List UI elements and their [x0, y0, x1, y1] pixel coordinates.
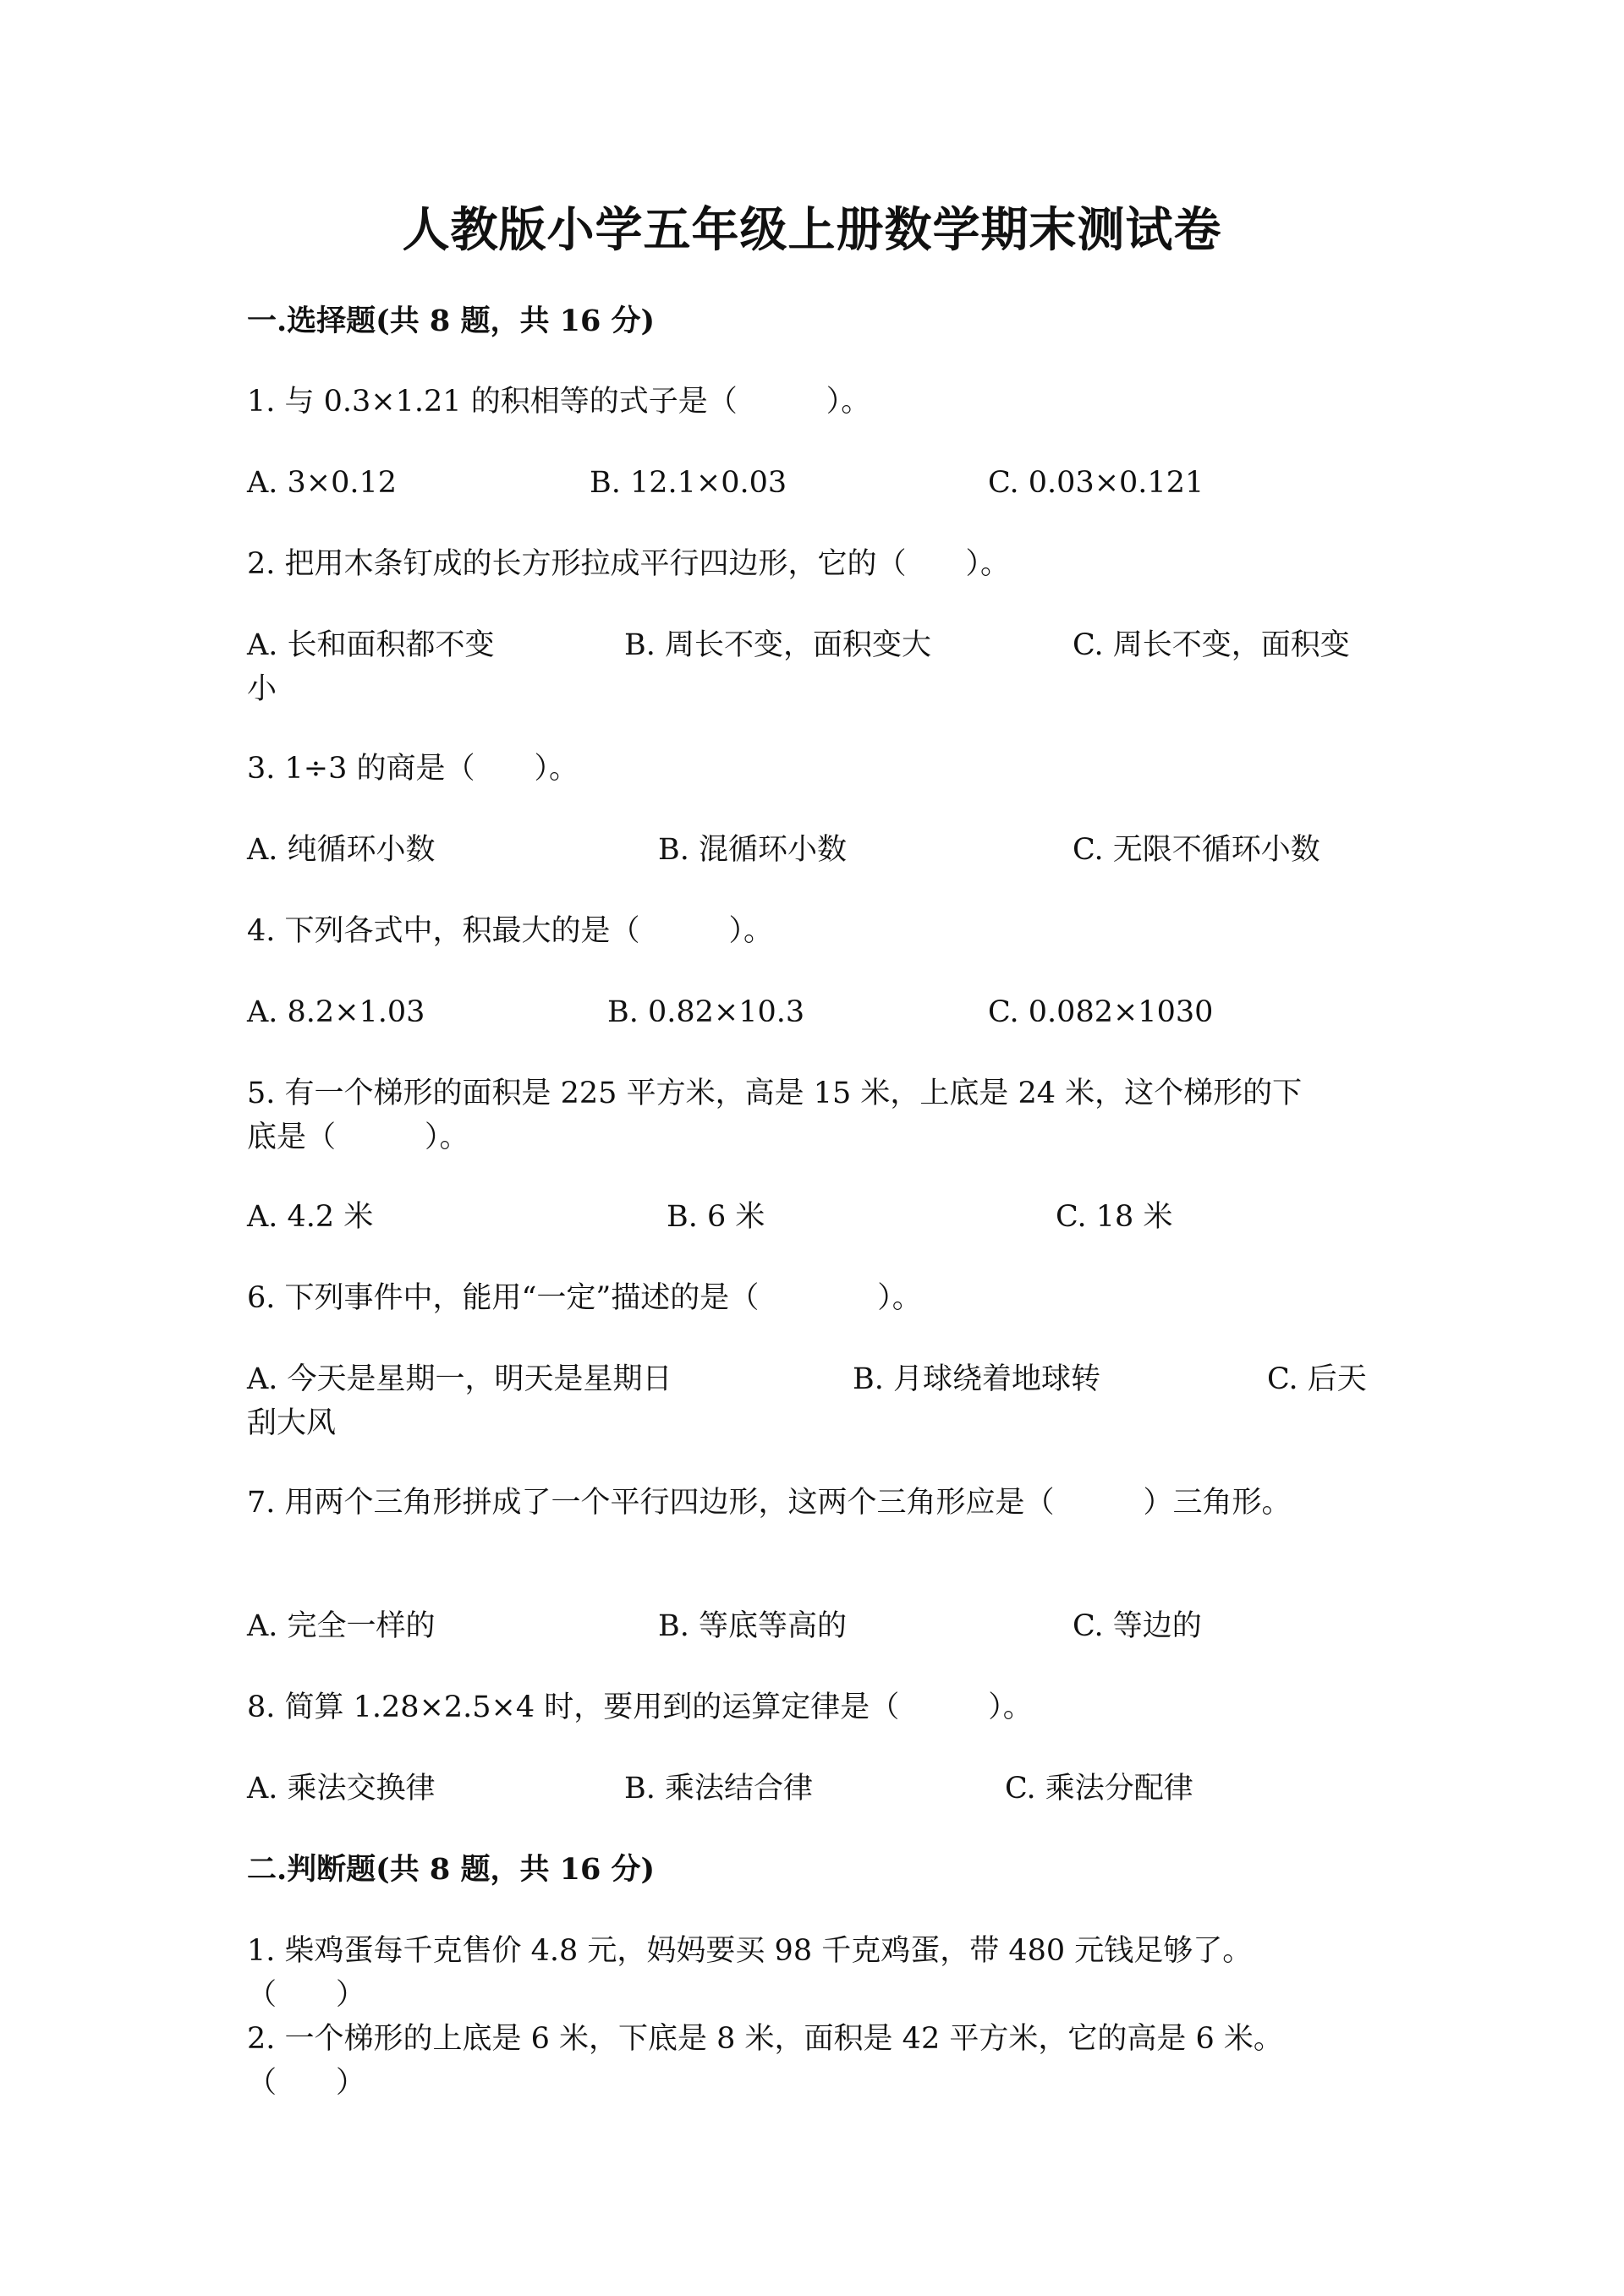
option-c: C. 后天	[1267, 1362, 1367, 1396]
question-1: 1. 与 0.3×1.21 的积相等的式子是（ ）。	[247, 385, 871, 419]
question-1-options	[247, 461, 1380, 505]
question-8: 8. 简算 1.28×2.5×4 时，要用到的运算定律是（ ）。	[247, 1690, 1033, 1724]
question-6-options	[247, 1357, 1380, 1401]
option-a: A. 纯循环小数	[247, 833, 436, 867]
option-c: C. 18 米	[1056, 1200, 1173, 1234]
option-a: A. 乘法交换律	[247, 1772, 436, 1806]
option-c: C. 0.03×0.121	[988, 466, 1204, 500]
option-b: B. 0.82×10.3	[607, 995, 805, 1029]
section-heading-choice: 一.选择题(共 8 题，共 16 分)	[247, 304, 656, 338]
question-3-options	[247, 828, 1380, 872]
option-a: A. 4.2 米	[247, 1200, 374, 1234]
option-b: B. 混循环小数	[658, 833, 847, 867]
question-2-option-wrap: 小	[247, 672, 277, 706]
option-c: C. 乘法分配律	[1005, 1772, 1193, 1806]
judgement-2: 2. 一个梯形的上底是 6 米，下底是 8 米，面积是 42 平方米，它的高是 6 米。	[247, 2022, 1283, 2056]
section-heading-judgement: 二.判断题(共 8 题，共 16 分)	[247, 1852, 656, 1887]
question-7-options	[247, 1604, 1380, 1648]
judgement-1: 1. 柴鸡蛋每千克售价 4.8 元，妈妈要买 98 千克鸡蛋，带 480 元钱足够了。	[247, 1934, 1253, 1968]
question-5: 5. 有一个梯形的面积是 225 平方米，高是 15 米，上底是 24 米，这个梯形的下	[247, 1077, 1303, 1110]
option-c: C. 无限不循环小数	[1073, 833, 1320, 867]
option-b: B. 乘法结合律	[624, 1772, 813, 1806]
option-b: B. 月球绕着地球转	[853, 1362, 1100, 1396]
option-b: B. 周长不变，面积变大	[624, 628, 931, 662]
option-a: A. 3×0.12	[247, 466, 398, 500]
page-title: 人教版小学五年级上册数学期末测试卷	[402, 202, 1222, 258]
question-5-continued: 底是（ ）。	[247, 1121, 469, 1154]
question-8-options	[247, 1767, 1380, 1811]
option-a: A. 8.2×1.03	[247, 995, 425, 1029]
question-7: 7. 用两个三角形拼成了一个平行四边形，这两个三角形应是（ ）三角形。	[247, 1486, 1292, 1520]
question-5-options	[247, 1195, 1380, 1239]
option-b: B. 12.1×0.03	[590, 466, 787, 500]
question-4: 4. 下列各式中，积最大的是（ ）。	[247, 914, 774, 948]
question-3: 3. 1÷3 的商是（ ）。	[247, 752, 579, 786]
option-c: C. 周长不变，面积变	[1073, 628, 1350, 662]
question-2-options	[247, 623, 1380, 667]
option-a: A. 今天是星期一，明天是星期日	[247, 1362, 672, 1396]
option-a: A. 完全一样的	[247, 1609, 436, 1643]
option-b: B. 6 米	[667, 1200, 765, 1234]
question-2: 2. 把用木条钉成的长方形拉成平行四边形，它的（ ）。	[247, 547, 1011, 581]
option-a: A. 长和面积都不变	[247, 628, 495, 662]
judgement-2-answer-blank: （ ）	[247, 2066, 366, 2100]
question-4-options	[247, 990, 1380, 1034]
option-c: C. 0.082×1030	[988, 995, 1214, 1029]
judgement-1-answer-blank: （ ）	[247, 1978, 366, 2012]
option-c: C. 等边的	[1073, 1609, 1202, 1643]
question-6: 6. 下列事件中，能用“一定”描述的是（ ）。	[247, 1281, 922, 1315]
option-b: B. 等底等高的	[658, 1609, 847, 1643]
question-6-option-wrap: 刮大风	[247, 1406, 337, 1440]
